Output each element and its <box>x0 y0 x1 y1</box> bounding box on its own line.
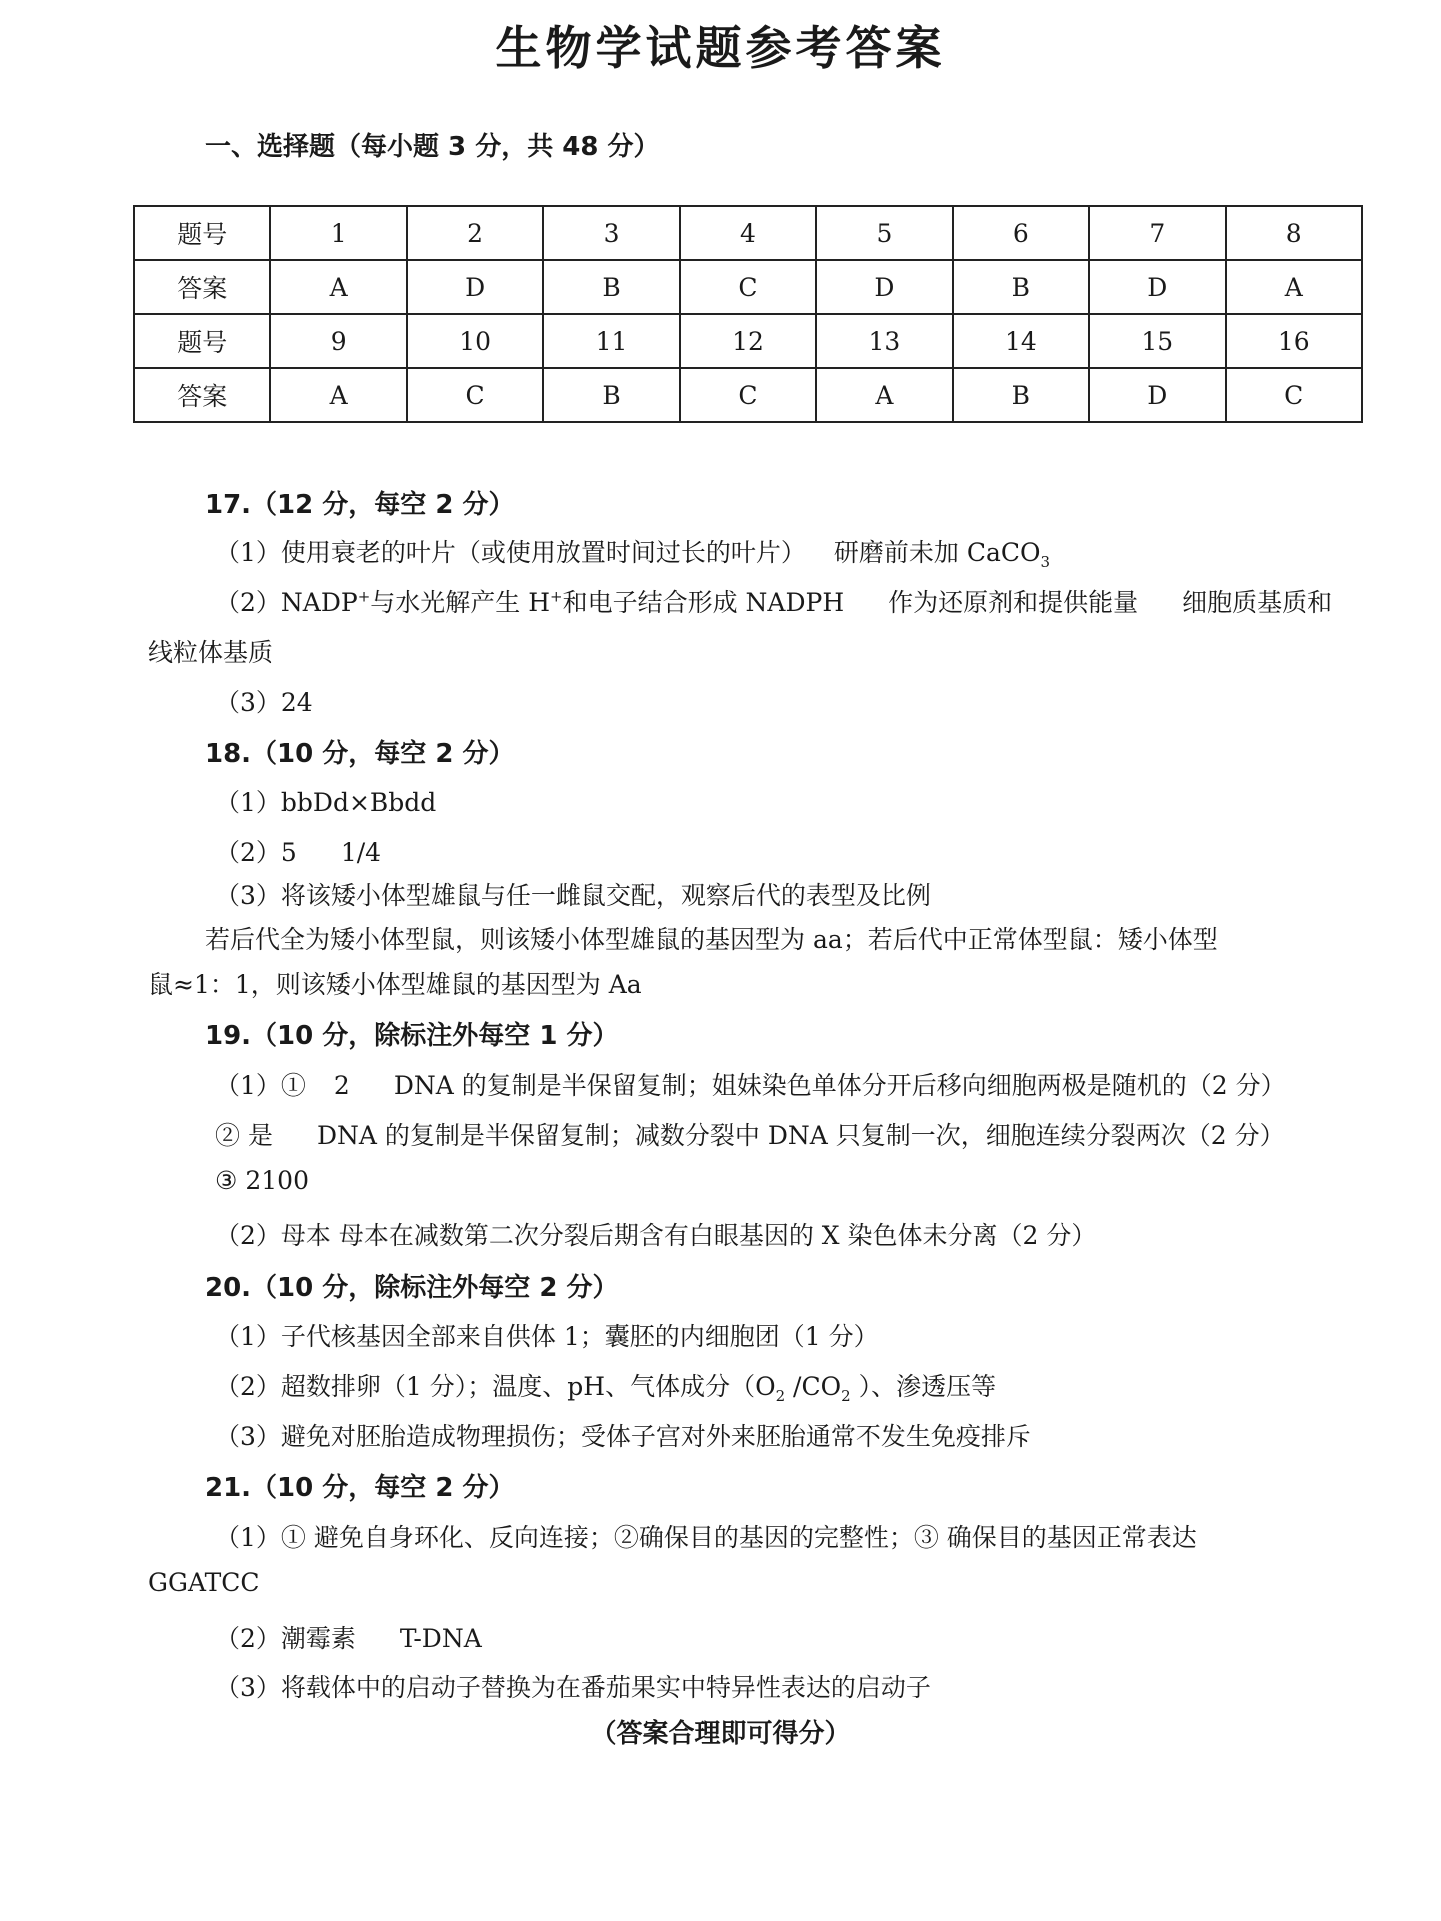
page-title: 生物学试题参考答案 <box>495 21 946 75</box>
q19-answer-2: ② 是 DNA 的复制是半保留复制；减数分裂中 DNA 只复制一次，细胞连续分裂两次（2 分） <box>215 1121 1285 1150</box>
q21-answer-3: （3）将载体中的启动子替换为在番茄果实中特异性表达的启动子 <box>215 1673 931 1702</box>
section-heading-choice: 一、选择题（每小题 3 分，共 48 分） <box>205 132 660 162</box>
q21-answer-2: （2）潮霉素 T-DNA <box>215 1624 482 1653</box>
table-cell: B <box>953 368 1089 422</box>
table-row-header: 答案 <box>134 260 270 314</box>
table-cell: 8 <box>1226 206 1363 260</box>
table-cell: C <box>1226 368 1363 422</box>
table-cell: D <box>816 260 952 314</box>
table-row-header: 题号 <box>134 314 270 368</box>
table-cell: D <box>407 260 543 314</box>
table-cell: 11 <box>543 314 679 368</box>
table-cell: A <box>270 260 406 314</box>
table-cell: 14 <box>953 314 1089 368</box>
table-cell: D <box>1089 260 1225 314</box>
q19-answer-4: （2）母本 母本在减数第二次分裂后期含有白眼基因的 X 染色体未分离（2 分） <box>215 1221 1097 1250</box>
table-cell: A <box>816 368 952 422</box>
q20-heading: 20.（10 分，除标注外每空 2 分） <box>205 1273 619 1303</box>
table-cell: 13 <box>816 314 952 368</box>
table-cell: A <box>1226 260 1363 314</box>
table-row <box>134 314 1362 368</box>
q17-answer-1: （1）使用衰老的叶片（或使用放置时间过长的叶片） 研磨前未加 CaCO$_3$ <box>215 538 1051 571</box>
q17-answer-2-cont: 线粒体基质 <box>148 638 274 667</box>
table-cell: 3 <box>543 206 679 260</box>
q20-answer-3: （3）避免对胚胎造成物理损伤；受体子宫对外来胚胎通常不发生免疫排斥 <box>215 1422 1031 1451</box>
table-cell: B <box>543 260 679 314</box>
q19-answer-3: ③ 2100 <box>215 1166 309 1195</box>
table-cell: 16 <box>1226 314 1363 368</box>
table-cell: 1 <box>270 206 406 260</box>
table-cell: 10 <box>407 314 543 368</box>
table-cell: A <box>270 368 406 422</box>
table-cell: 9 <box>270 314 406 368</box>
q19-heading: 19.（10 分，除标注外每空 1 分） <box>205 1021 619 1051</box>
q20-answer-1: （1）子代核基因全部来自供体 1；囊胚的内细胞团（1 分） <box>215 1322 879 1351</box>
table-cell: 15 <box>1089 314 1225 368</box>
table-cell: 2 <box>407 206 543 260</box>
answer-table <box>133 205 1363 423</box>
table-cell: D <box>1089 368 1225 422</box>
table-cell: 5 <box>816 206 952 260</box>
q21-answer-1: （1）① 避免自身环化、反向连接；②确保目的基因的完整性；③ 确保目的基因正常表达 <box>215 1523 1197 1552</box>
table-row-header: 答案 <box>134 368 270 422</box>
table-cell: 6 <box>953 206 1089 260</box>
q17-answer-3: （3）24 <box>215 688 313 717</box>
table-row <box>134 260 1362 314</box>
q20-answer-2: （2）超数排卵（1 分）；温度、pH、气体成分（$O_2$ $/CO_2$ ）、渗透压等 <box>215 1372 997 1405</box>
table-cell: 12 <box>680 314 816 368</box>
table-cell: 7 <box>1089 206 1225 260</box>
table-row <box>134 206 1362 260</box>
q18-answer-2: （2）5 1/4 <box>215 838 382 867</box>
q18-heading: 18.（10 分，每空 2 分） <box>205 739 515 769</box>
table-cell: C <box>680 260 816 314</box>
table-cell: C <box>680 368 816 422</box>
q19-answer-1: （1）① 2 DNA 的复制是半保留复制；姐妹染色单体分开后移向细胞两极是随机的（2 分） <box>215 1071 1286 1100</box>
table-cell: 4 <box>680 206 816 260</box>
table-cell: B <box>543 368 679 422</box>
table-cell: B <box>953 260 1089 314</box>
q18-answer-1: （1）bbDd×Bbdd <box>215 788 437 817</box>
q21-answer-1-cont: GGATCC <box>148 1568 260 1597</box>
q18-answer-3: （3）将该矮小体型雄鼠与任一雌鼠交配，观察后代的表型及比例 <box>215 881 931 910</box>
q21-heading: 21.（10 分，每空 2 分） <box>205 1473 515 1503</box>
q18-answer-3-detail: 若后代全为矮小体型鼠，则该矮小体型雄鼠的基因型为 aa；若后代中正常体型鼠：矮小体型 <box>205 925 1218 954</box>
table-row <box>134 368 1362 422</box>
q17-answer-2: （2）NADP+与水光解产生 H+和电子结合形成 NADPH 作为还原剂和提供能量 细胞质基质和 <box>215 587 1333 617</box>
q18-answer-3-detail-cont: 鼠≈1：1，则该矮小体型雄鼠的基因型为 Aa <box>148 970 642 999</box>
table-row-header: 题号 <box>134 206 270 260</box>
footer-note: （答案合理即可得分） <box>590 1719 851 1749</box>
q17-heading: 17.（12 分，每空 2 分） <box>205 490 515 520</box>
table-cell: C <box>407 368 543 422</box>
